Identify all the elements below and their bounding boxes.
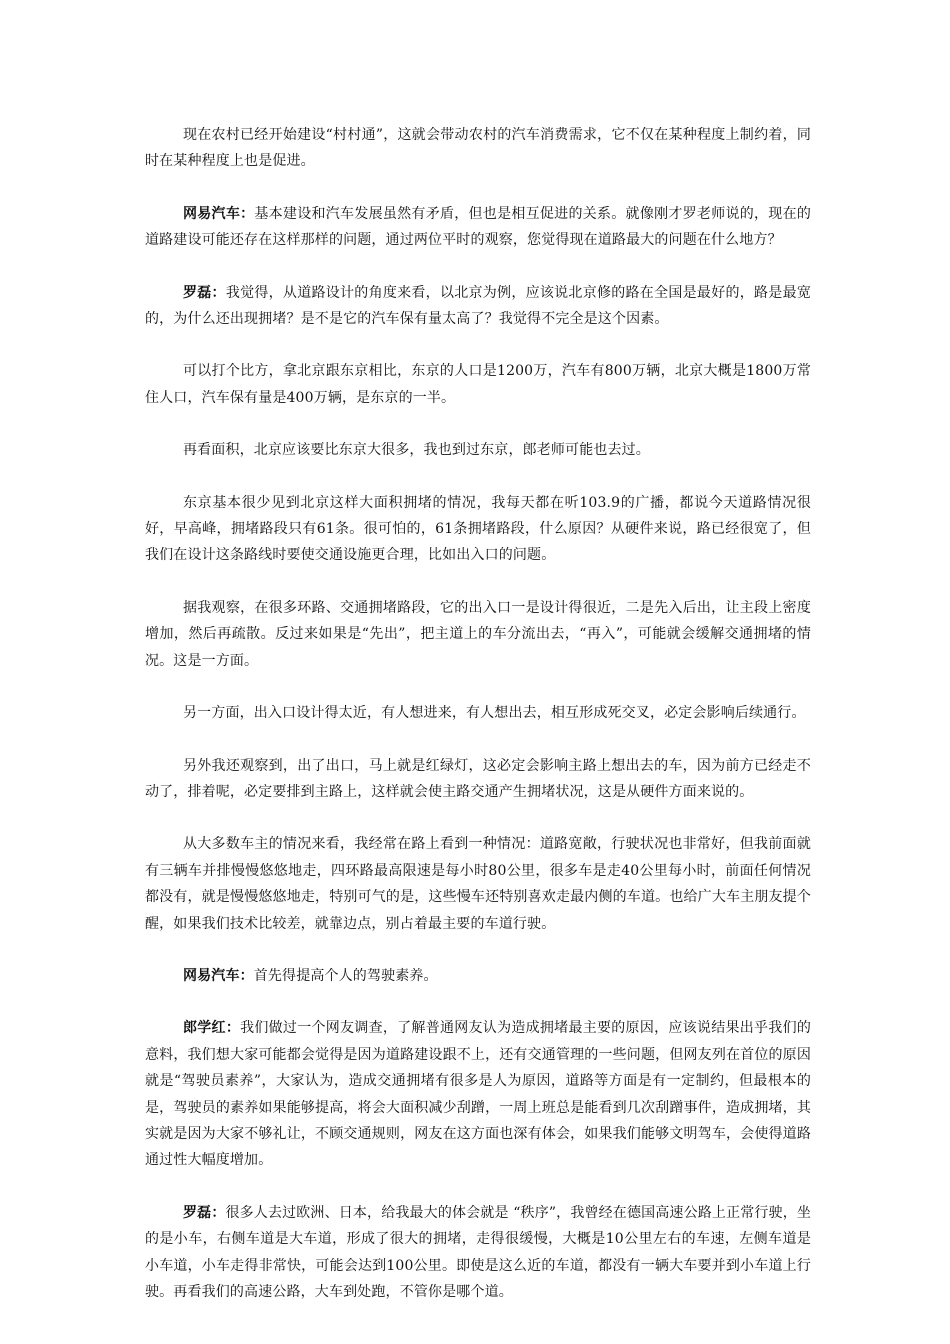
paragraph-13 — [145, 1200, 811, 1306]
paragraph-7 — [145, 595, 811, 674]
paragraph-text: 首先得提高个人的驾驶素养。 — [253, 967, 438, 984]
paragraph-12 — [145, 1015, 811, 1173]
paragraph-8 — [145, 700, 811, 726]
paragraph-text: 从大多数车主的情况来看，我经常在路上看到一种情况：道路宽敞，行驶状况也非常好，但我前面就有三辆车并排慢慢悠悠地走，四环路最高限速是每小时80公里，很多车是走40公里每小时，前面任何情况都没有，就是慢慢悠悠地走，特别可气的是，这些慢车还特别喜欢走最内侧的车道。也给广大车主朋友提个醒，如果我们技术比较差，就靠边点，别占着最主要的车道行驶。 — [145, 836, 811, 932]
speaker-label: 罗磊： — [183, 284, 226, 301]
paragraph-text: 再看面积，北京应该要比东京大很多，我也到过东京，郎老师可能也去过。 — [183, 442, 650, 459]
paragraph-5 — [145, 437, 811, 463]
paragraph-text: 可以打个比方，拿北京跟东京相比，东京的人口是1200万，汽车有800万辆，北京大概是1800万常住人口，汽车保有量是400万辆，是东京的一半。 — [145, 363, 811, 406]
paragraph-1 — [145, 122, 811, 175]
paragraph-text: 我觉得，从道路设计的角度来看，以北京为例，应该说北京修的路在全国是最好的，路是最宽的，为什么还出现拥堵？是不是它的汽车保有量太高了？我觉得不完全是这个因素。 — [145, 284, 811, 328]
paragraph-text: 基本建设和汽车发展虽然有矛盾，但也是相互促进的关系。就像刚才罗老师说的，现在的道路建设可能还存在这样那样的问题，通过两位平时的观察，您觉得现在道路最大的问题在什么地方？ — [145, 205, 812, 249]
paragraph-4 — [145, 358, 811, 411]
speaker-label: 网易汽车： — [183, 967, 254, 984]
paragraph-6 — [145, 490, 811, 569]
paragraph-text: 另一方面，出入口设计得太近，有人想进来，有人想出去，相互形成死交叉，必定会影响后续通行。 — [183, 705, 806, 722]
paragraph-text: 很多人去过欧洲、日本，给我最大的体会就是 “秩序”，我曾经在德国高速公路上正常行驶，坐的是小车，右侧车道是大车道，形成了很大的拥堵，走得很缓慢，大概是10公里左右的车速，左侧车道是小车道，小车走得非常快，可能会达到100公里。即使是这么近的车道，都没有一辆大车要并到小车道上行驶。再看我们的高速公路，大车到处跑，不管你是哪个道。 — [145, 1204, 812, 1300]
paragraph-text: 东京基本很少见到北京这样大面积拥堵的情况，我每天都在听103.9的广播，都说今天道路情况很好，早高峰，拥堵路段只有61条。很可怕的，61条拥堵路段，什么原因？从硬件来说，路已经很宽了，但我们在设计这条路线时要使交通设施更合理，比如出入口的问题。 — [145, 494, 811, 564]
document-page — [145, 122, 811, 1331]
paragraph-9 — [145, 753, 811, 806]
paragraph-text: 我们做过一个网友调查，了解普通网友认为造成拥堵最主要的原因，应该说结果出乎我们的意料，我们想大家可能都会觉得是因为道路建设跟不上，还有交通管理的一些问题，但网友列在首位的原因就是“驾驶员素养”，大家认为，造成交通拥堵有很多是人为原因，道路等方面是有一定制约，但最根本的是，驾驶员的素养如果能够提高，将会大面积减少刮蹭，一周上班总是能看到几次刮蹭事件，造成拥堵，其实就是因为大家不够礼让，不顾交通规则，网友在这方面也深有体会，如果我们能够文明驾车，会使得道路通过性大幅度增加。 — [145, 1020, 811, 1169]
speaker-label: 郎学红： — [183, 1020, 241, 1037]
paragraph-2 — [145, 201, 811, 254]
paragraph-text: 现在农村已经开始建设“村村通”，这就会带动农村的汽车消费需求，它不仅在某种程度上制约着，同时在某种程度上也是促进。 — [145, 127, 811, 170]
paragraph-10 — [145, 831, 811, 937]
paragraph-11 — [145, 963, 811, 989]
speaker-label: 罗磊： — [183, 1204, 226, 1221]
paragraph-3 — [145, 280, 811, 333]
paragraph-text: 另外我还观察到，出了出口，马上就是红绿灯，这必定会影响主路上想出去的车，因为前方已经走不动了，排着呢，必定要排到主路上，这样就会使主路交通产生拥堵状况，这是从硬件方面来说的。 — [145, 757, 811, 800]
paragraph-text: 据我观察，在很多环路、交通拥堵路段，它的出入口一是设计得很近，二是先入后出，让主段上密度增加，然后再疏散。反过来如果是“先出”，把主道上的车分流出去，“再入”，可能就会缓解交通拥堵的情况。这是一方面。 — [145, 599, 811, 669]
speaker-label: 网易汽车： — [183, 205, 255, 222]
